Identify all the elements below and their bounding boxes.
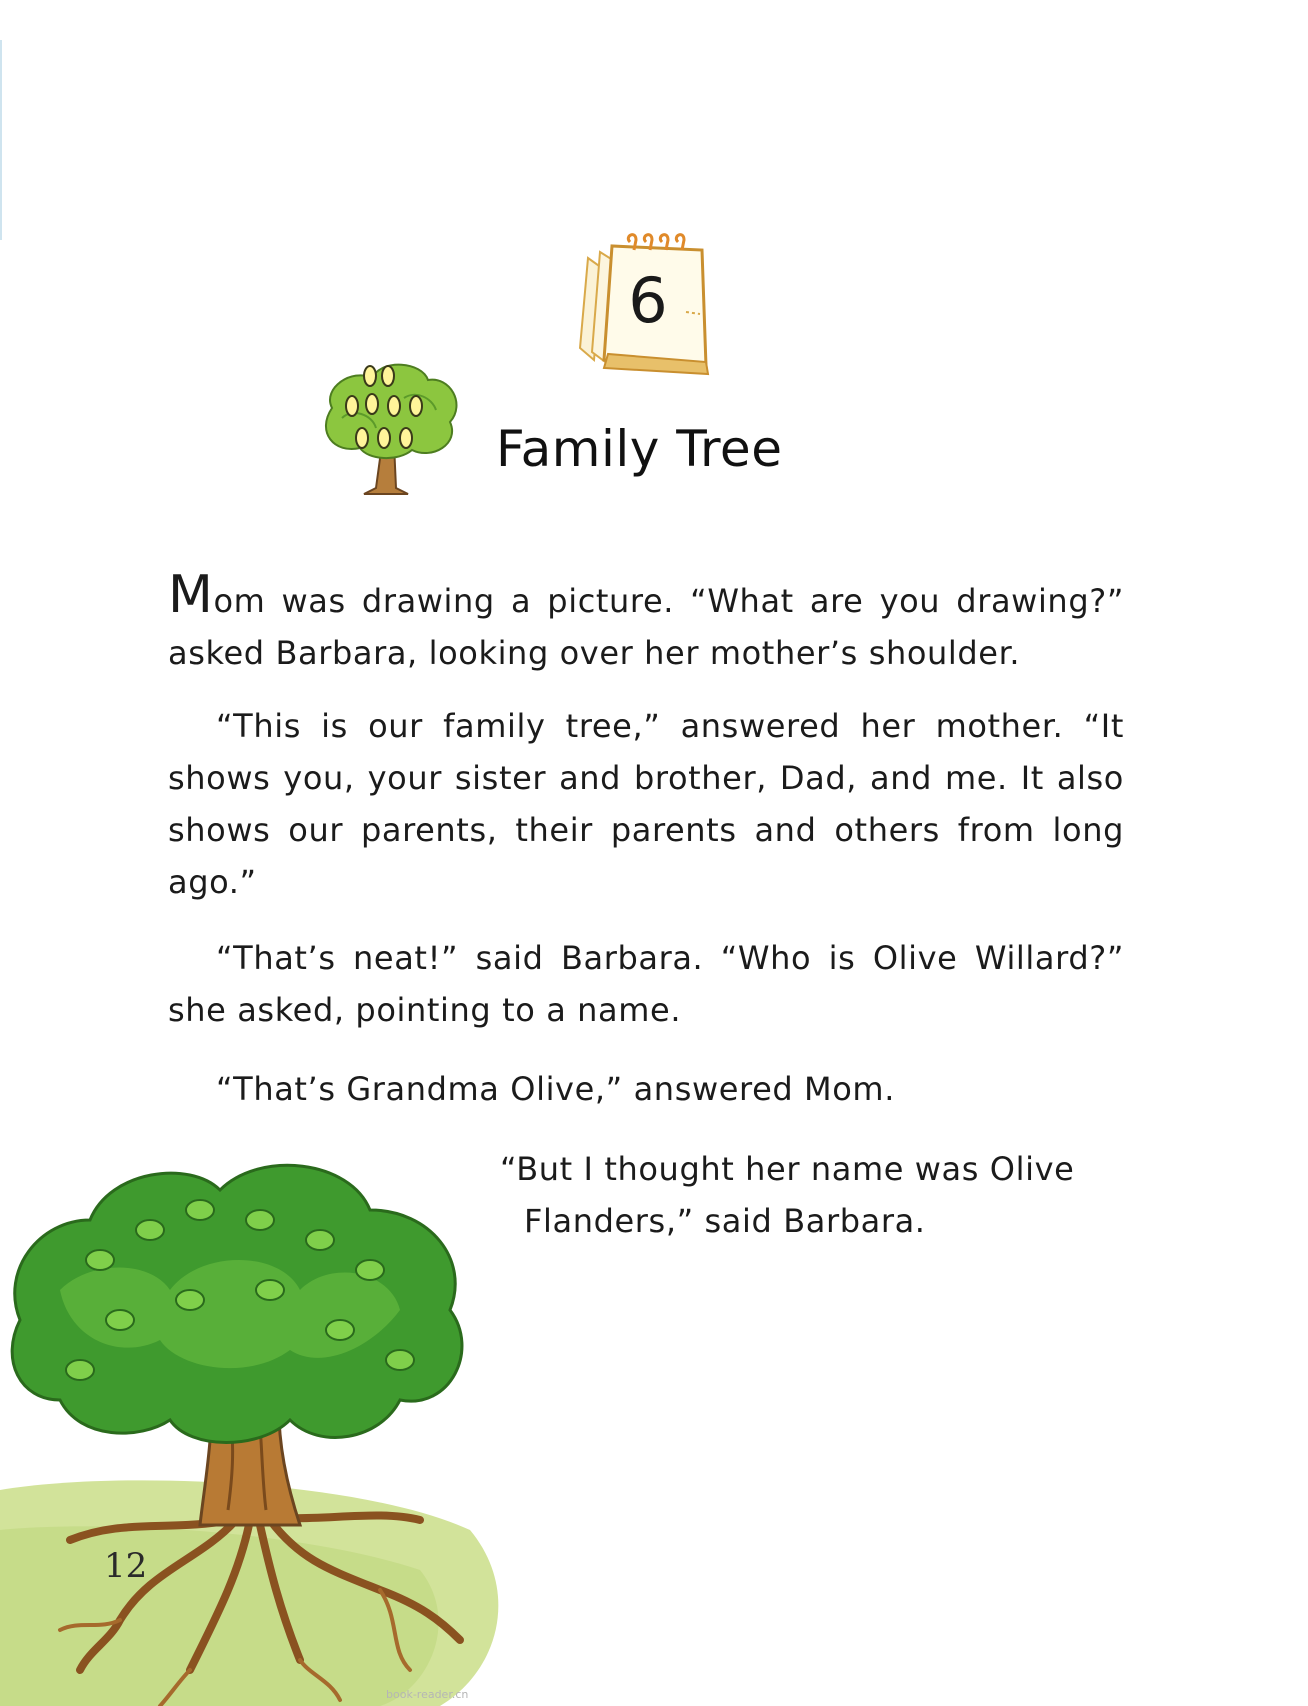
story-paragraph-2: “This is our family tree,” answered her mother. “It shows you, your sister and brother, Dad, and me. It also shows our parents, their parents and others from long ago.” [168, 707, 1124, 901]
story-paragraph-3: “That’s neat!” said Barbara. “Who is Olive Willard?” she asked, pointing to a name. [168, 939, 1124, 1029]
paragraph-5-line-1: “But I thought her name was Olive [500, 1150, 1075, 1188]
story-paragraph-4: “That’s Grandma Olive,” answered Mom. [216, 1070, 895, 1108]
watermark: book-reader.cn [386, 1688, 469, 1701]
page-edge-line [0, 40, 2, 240]
page-number: 12 [104, 1546, 148, 1586]
family-tree-icon [312, 348, 472, 498]
paragraph-1-text: om was drawing a picture. “What are you drawing?” asked Barbara, looking over her mother’s shoulder. [168, 582, 1124, 672]
chapter-title: Family Tree [496, 420, 783, 478]
tree-illustration [0, 1150, 520, 1706]
chapter-number: 6 [628, 264, 668, 337]
drop-cap: M [168, 565, 214, 625]
paragraph-5-line-2: Flanders,” said Barbara. [524, 1202, 926, 1240]
story-paragraph-1 [168, 565, 1124, 679]
story-paragraph-5 [500, 1143, 1124, 1247]
